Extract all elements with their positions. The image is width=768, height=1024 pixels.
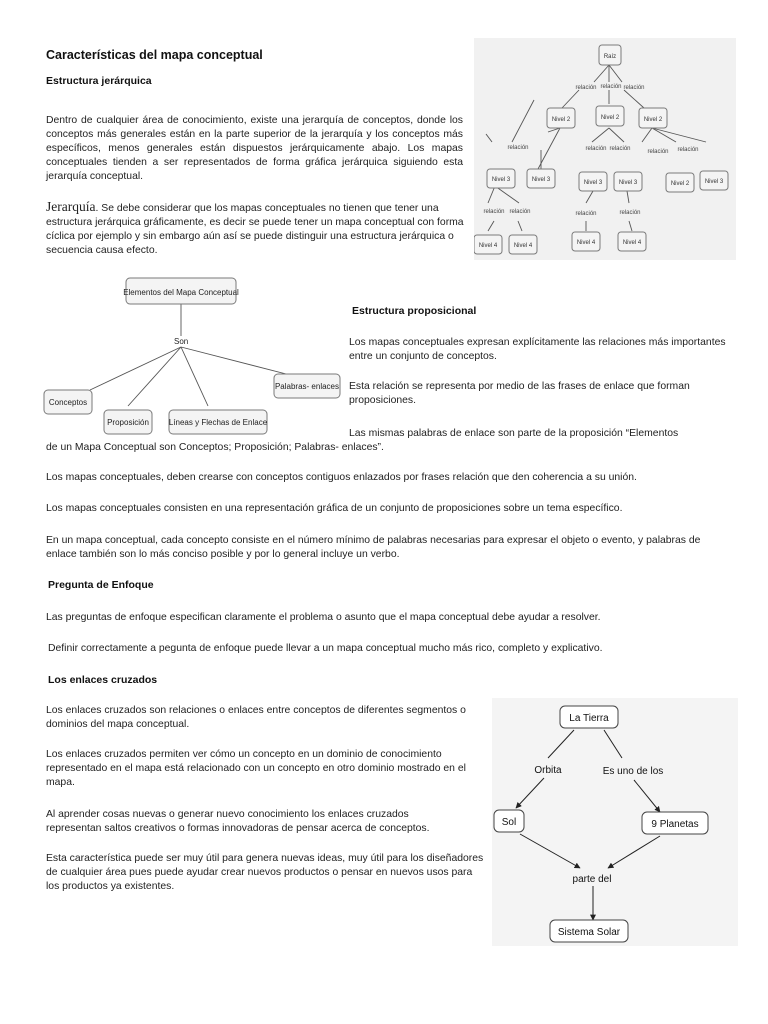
hierarchy-paragraph-text: . Se debe considerar que los mapas conceptuales no tienen que tener una estructura jerárquica gráficamente, es decir se puede tener un mapa conceptual con forma cíclica por ejemplo y sin embargo aún así se puede distinguir una estructura jerárquica o secuencia causa efecto. (46, 203, 464, 256)
paragraph-propositional-6: En un mapa conceptual, cada concepto consiste en el número mínimo de palabras necesarias para expresar el objeto o evento, y palabras de enlace también son lo más conciso posible y por lo general incluye un verbo. (46, 535, 701, 560)
svg-text:Nivel 2: Nivel 2 (600, 115, 620, 121)
svg-text:Nivel 4: Nivel 4 (622, 240, 642, 246)
node-elements-title (123, 278, 239, 304)
svg-text:Nivel 2: Nivel 2 (551, 117, 571, 123)
node-conceptos (44, 390, 92, 414)
node-level4-a (474, 235, 502, 254)
link-label-son: Son (174, 337, 189, 346)
link-label: relación (609, 146, 631, 152)
svg-text:La Tierra: La Tierra (569, 713, 609, 724)
node-level3-e (700, 171, 728, 190)
link-label: relación (575, 211, 597, 217)
page-title: Características del mapa conceptual (46, 48, 263, 62)
svg-text:Proposición: Proposición (107, 418, 149, 427)
svg-text:Raíz: Raíz (603, 54, 617, 60)
link-label: relación (483, 209, 505, 215)
svg-text:Nivel 3: Nivel 3 (704, 179, 724, 185)
paragraph-propositional-3b: de un Mapa Conceptual son Conceptos; Proposición; Palabras- enlaces”. (46, 442, 384, 453)
link-label-parte-del: parte del (572, 874, 612, 885)
node-level3-d (614, 172, 642, 191)
svg-text:Nivel 4: Nivel 4 (478, 243, 498, 249)
node-level4-c (572, 232, 600, 251)
svg-text:Elementos del Mapa Conceptual: Elementos del Mapa Conceptual (123, 288, 239, 297)
svg-text:Nivel 3: Nivel 3 (618, 180, 638, 186)
svg-text:Nivel 3: Nivel 3 (491, 177, 511, 183)
paragraph-hierarchy-1: Dentro de cualquier área de conocimiento, existe una jerarquía de conceptos, donde los conceptos más generales están en la parte superior de la jerarquía y los conceptos más específicos, menos generales están dispuestos jerárquicamente abajo. Los mapas conceptuales tienden a ser representados de forma gráfica jerárquica siguiendo esta jerarquía conceptual. (46, 115, 463, 182)
svg-text:Palabras- enlaces: Palabras- enlaces (274, 382, 340, 391)
svg-text:Nivel 3: Nivel 3 (531, 177, 551, 183)
node-level3-b (527, 169, 555, 188)
node-9-planetas (642, 812, 708, 834)
paragraph-propositional-2: Esta relación se representa por medio de las frases de enlace que forman proposiciones. (349, 381, 690, 406)
svg-text:Líneas y Flechas de Enlace: Líneas y Flechas de Enlace (168, 418, 268, 427)
link-label-es-uno-de-los: Es uno de los (602, 766, 664, 777)
paragraph-propositional-3a: Las mismas palabras de enlace son parte de la proposición “Elementos (349, 428, 679, 439)
svg-text:Nivel 3: Nivel 3 (583, 180, 603, 186)
paragraph-propositional-4: Los mapas conceptuales, deben crearse con conceptos contiguos enlazados por frases relación que den coherencia a su unión. (46, 472, 637, 483)
link-label: relación (600, 84, 622, 90)
node-level3-a (487, 169, 515, 188)
link-label: relación (575, 85, 597, 91)
node-level2-d (666, 173, 694, 192)
node-proposicion (104, 410, 152, 434)
paragraph-propositional-1: Los mapas conceptuales expresan explícitamente las relaciones más importantes entre un conjunto de conceptos. (349, 337, 726, 362)
node-level4-b (509, 235, 537, 254)
hierarchy-term: Jerarquía (46, 199, 96, 214)
node-level2-b (596, 106, 624, 126)
paragraph-propositional-5: Los mapas conceptuales consisten en una representación gráfica de un conjunto de proposiciones sobre un tema específico. (46, 503, 623, 514)
link-label: relación (507, 145, 529, 151)
hierarchy-concept-map (474, 38, 736, 260)
svg-text:Nivel 4: Nivel 4 (513, 243, 533, 249)
paragraph-focus-2: Definir correctamente a pegunta de enfoque puede llevar a un mapa conceptual mucho más rico, completo y explicativo. (48, 643, 603, 654)
link-label: relación (619, 210, 641, 216)
link-label: relación (623, 85, 645, 91)
node-sol (494, 810, 524, 832)
link-label: relación (677, 147, 699, 153)
solar-concept-map (492, 698, 738, 946)
paragraph-hierarchy-2 (46, 200, 466, 258)
node-palabras-enlaces (274, 374, 340, 398)
node-la-tierra (560, 706, 618, 728)
paragraph-cross-4: Esta característica puede ser muy útil para genera nuevas ideas, muy útil para los diseñadores de cualquier área pues puede ayudar crear nuevos productos o pensar en nuevos usos para los productos ya existentes. (46, 853, 484, 892)
svg-text:Sol: Sol (501, 817, 517, 828)
section-heading-hierarchy: Estructura jerárquica (46, 75, 152, 87)
paragraph-cross-1: Los enlaces cruzados son relaciones o enlaces entre conceptos de diferentes segmentos o dominios del mapa conceptual. (46, 705, 466, 730)
paragraph-cross-2: Los enlaces cruzados permiten ver cómo un concepto en un dominio de conocimiento representado en el mapa está relacionado con un concepto en otro dominio mostrado en el mapa. (46, 749, 466, 788)
link-label: relación (647, 149, 669, 155)
node-level4-d (618, 232, 646, 251)
node-sistema-solar (550, 920, 628, 942)
link-label: relación (585, 146, 607, 152)
svg-text:Sistema Solar: Sistema Solar (557, 927, 621, 938)
svg-text:Nivel 4: Nivel 4 (576, 240, 596, 246)
svg-text:Nivel 2: Nivel 2 (670, 181, 690, 187)
svg-text:Conceptos: Conceptos (48, 398, 88, 407)
elements-concept-map (38, 270, 344, 442)
paragraph-focus-1: Las preguntas de enfoque especifican claramente el problema o asunto que el mapa conceptual debe ayudar a resolver. (46, 612, 601, 623)
section-heading-propositional: Estructura proposicional (352, 305, 477, 317)
paragraph-cross-3: Al aprender cosas nuevas o generar nuevo conocimiento los enlaces cruzados representan saltos creativos o formas innovadoras de pensar acerca de conceptos. (46, 809, 430, 834)
svg-text:Nivel 2: Nivel 2 (643, 117, 663, 123)
link-label-orbita: Orbita (534, 765, 562, 776)
node-root (599, 45, 621, 65)
section-heading-focus-question: Pregunta de Enfoque (48, 579, 154, 591)
node-level3-c (579, 172, 607, 191)
node-lineas-flechas (169, 410, 268, 434)
svg-text:9 Planetas: 9 Planetas (651, 819, 699, 830)
section-heading-cross-links: Los enlaces cruzados (48, 674, 158, 686)
link-label: relación (509, 209, 531, 215)
node-level2-a (547, 108, 575, 128)
node-level2-c (639, 108, 667, 128)
